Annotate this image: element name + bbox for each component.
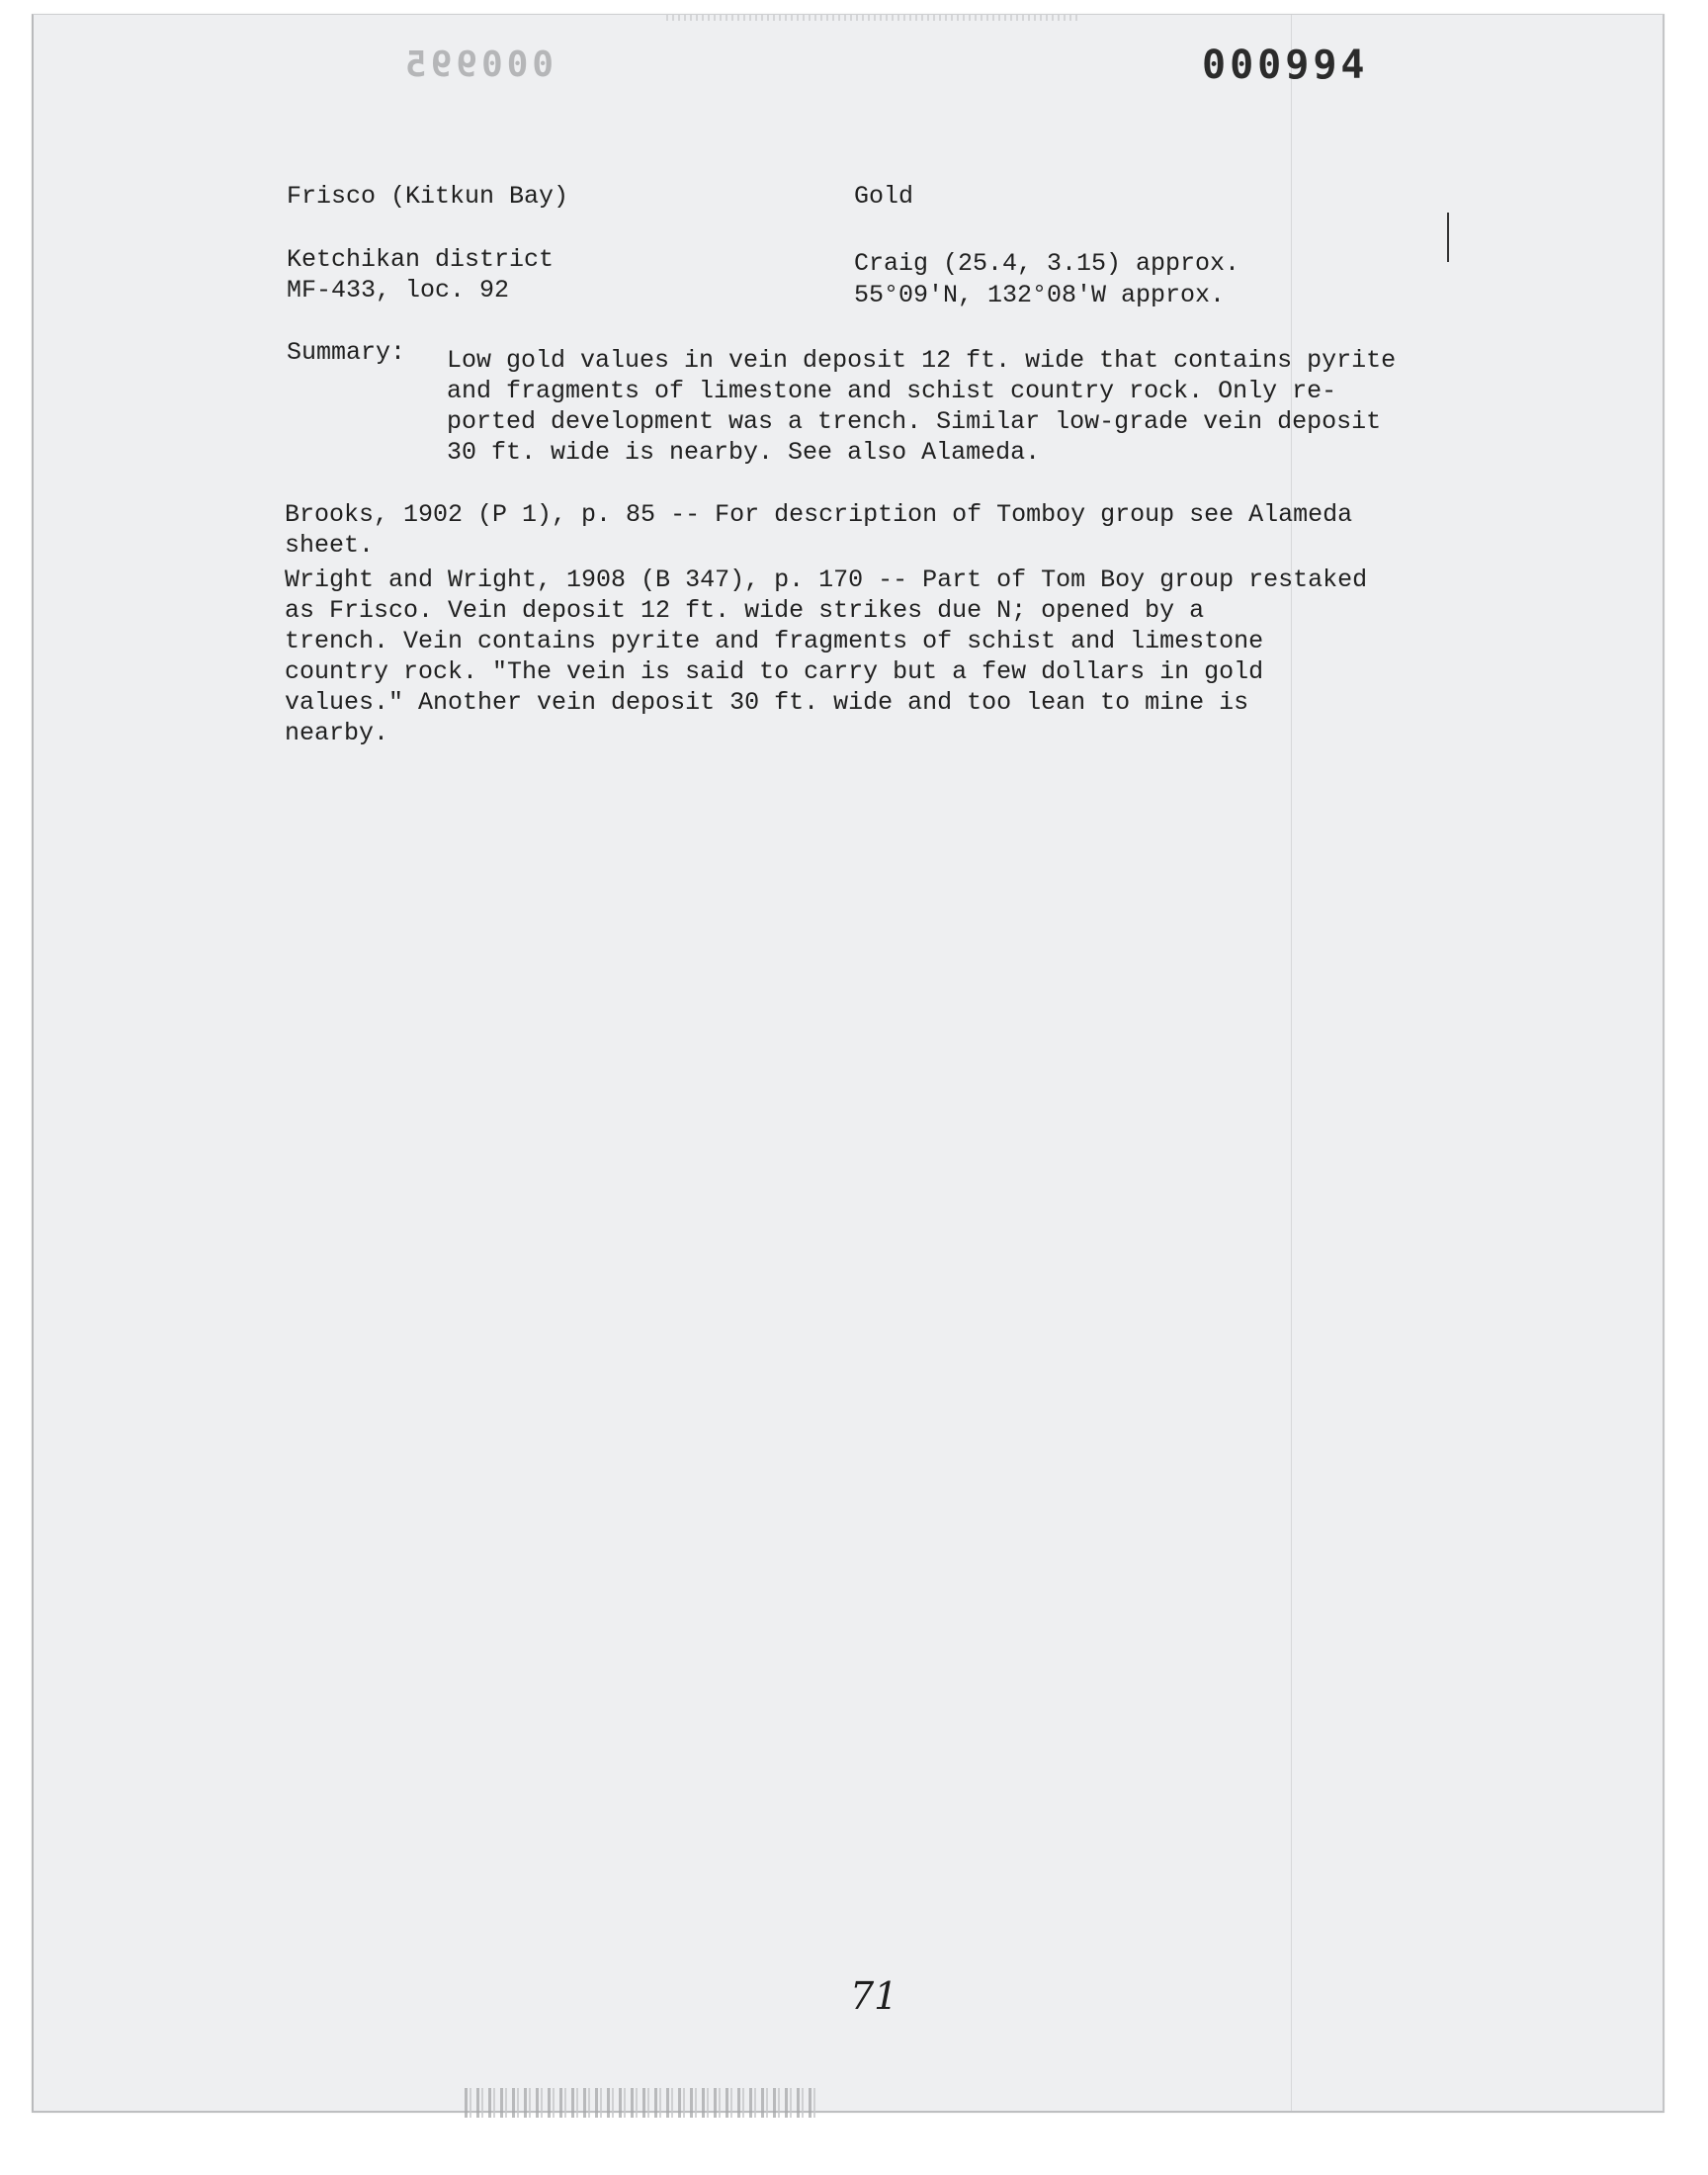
stamp-number: 000994 [1202, 43, 1369, 88]
deposit-name: Frisco (Kitkun Bay) [287, 182, 569, 211]
reference-brooks: Brooks, 1902 (P 1), p. 85 -- For description of Tomboy group see Alameda sheet. [285, 500, 1353, 560]
map-reference: MF-433, loc. 92 [287, 276, 510, 304]
mirrored-stamp-number: 000995 [401, 44, 555, 85]
page-mark-handwritten: 71 [850, 1974, 898, 2018]
fold-line [1291, 15, 1292, 2111]
paper-sheet [32, 14, 1665, 2113]
summary-text: Low gold values in vein deposit 12 ft. wide that contains pyrite and fragments of limestone and schist country rock. Only re- ported development was a trench. Similar low-grade vein deposit 30 ft. wide is nearby. See also Alameda. [447, 346, 1397, 467]
scan-artifact-bottom [465, 2088, 820, 2118]
pencil-tick-mark [1447, 213, 1449, 262]
reference-wright: Wright and Wright, 1908 (B 347), p. 170 -- Part of Tom Boy group restaked as Frisco. Vein deposit 12 ft. wide strikes due N; opened by a trench. Vein contains pyrite and fragments of schist and limestone country rock. "The vein is said to carry but a few dollars in gold values." Another vein deposit 30 ft. wide and too lean to mine is nearby. [285, 566, 1368, 747]
coordinates: 55°09'N, 132°08'W approx. [854, 281, 1226, 309]
district: Ketchikan district [287, 245, 555, 274]
scan-artifact-top [666, 15, 1081, 21]
commodity: Gold [854, 182, 914, 211]
summary-label: Summary: [287, 338, 406, 367]
quadrangle: Craig (25.4, 3.15) approx. [854, 249, 1240, 278]
